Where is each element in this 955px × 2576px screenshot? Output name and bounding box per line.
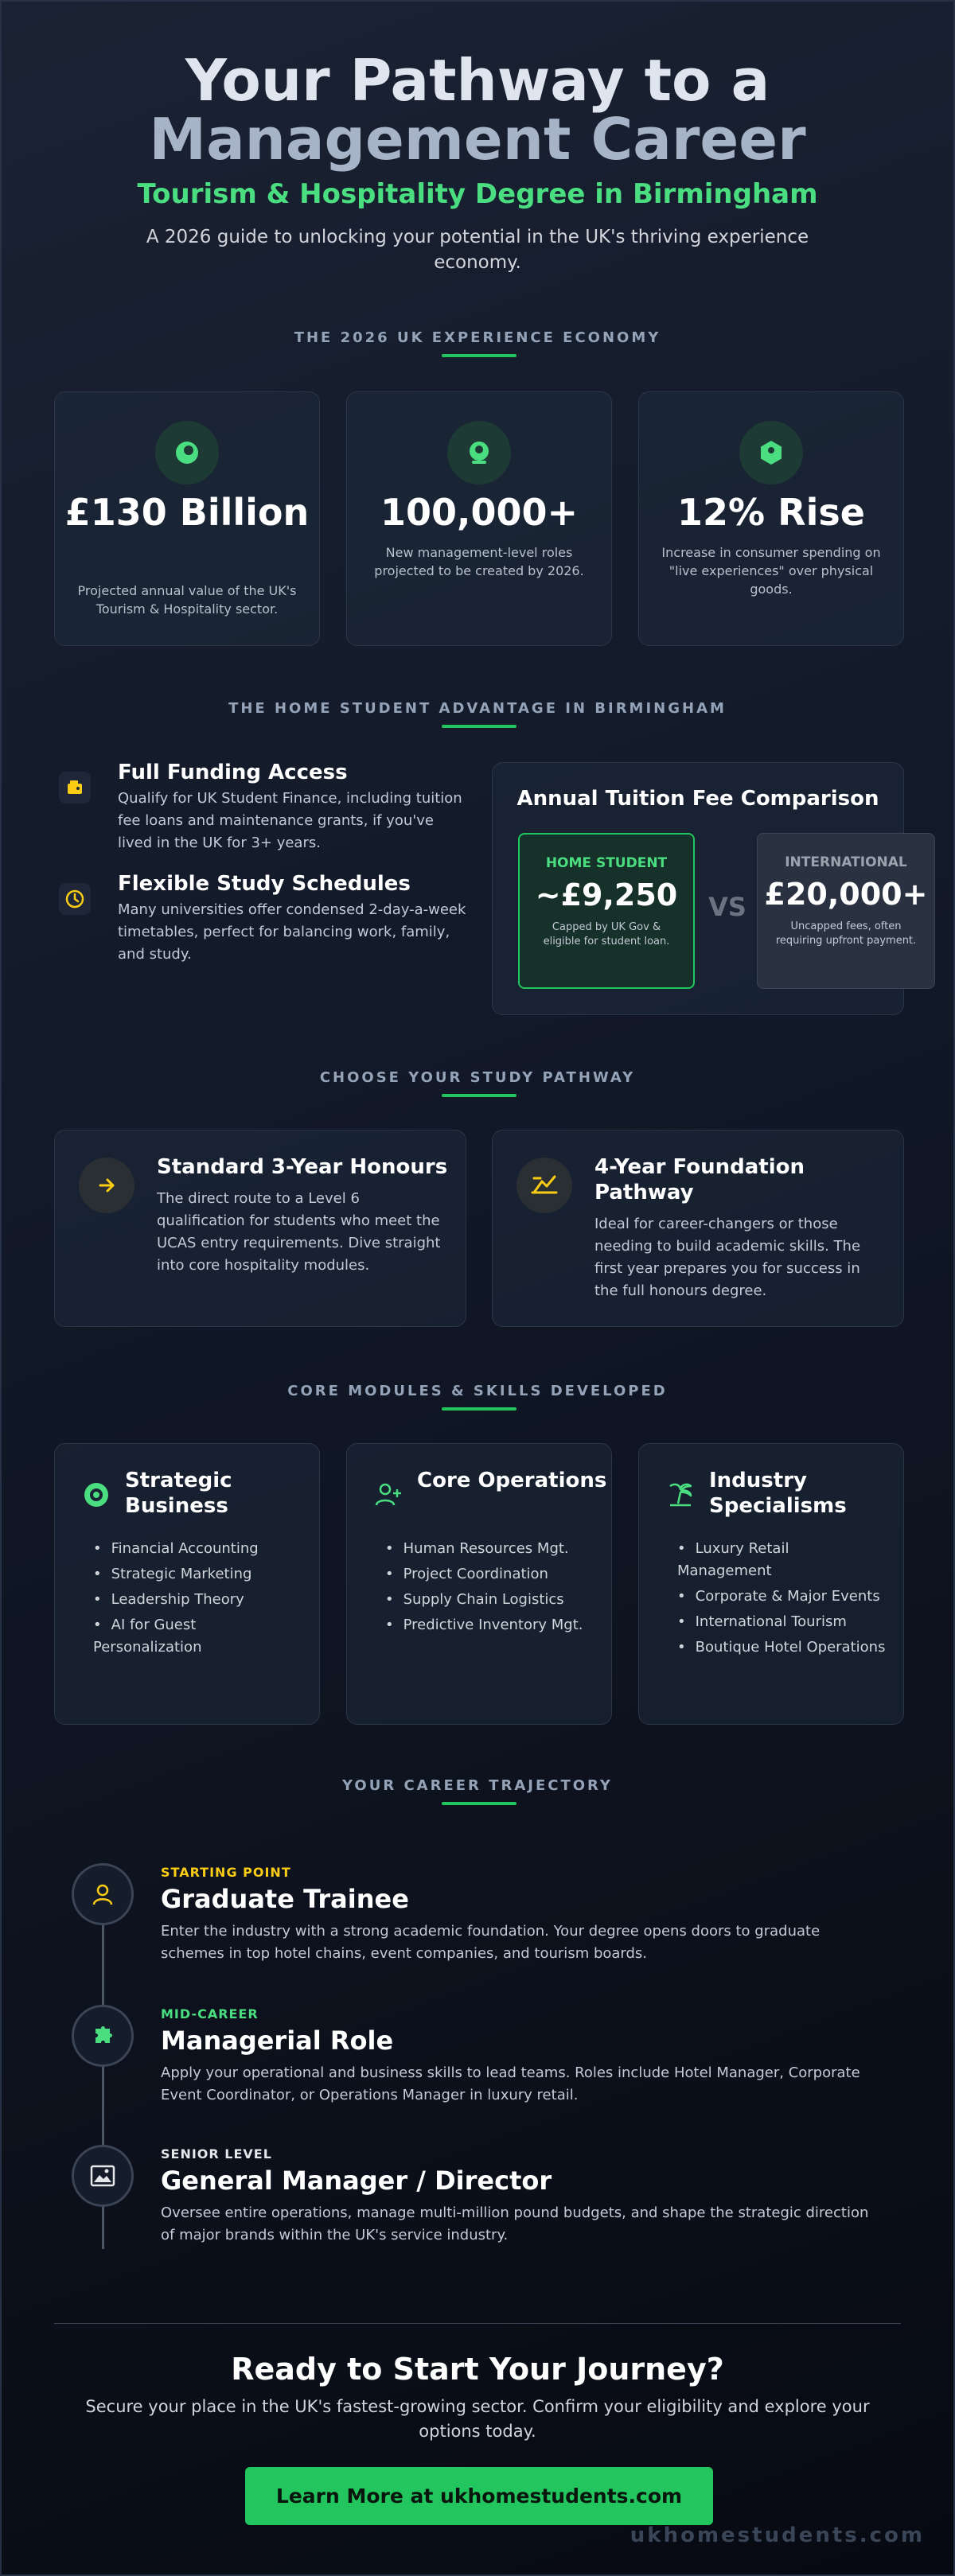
module-card [346,1443,612,1725]
economy-section-title: THE 2026 UK EXPERIENCE ECONOMY [294,329,661,346]
user-plus-icon [372,1479,404,1511]
module-item: • Project Coordination [385,1563,595,1586]
module-item: • International Tourism [677,1611,887,1633]
user-icon [72,1863,134,1925]
puzzle-icon [72,2005,134,2067]
person-badge-icon [447,421,511,484]
section-rule [442,725,516,728]
module-item: • Leadership Theory [93,1589,303,1611]
stat-value: 12% Rise [677,491,865,534]
hero-subtitle: Tourism & Hospitality Degree in Birmingham [137,178,818,210]
stat-card [346,391,612,646]
career-description: Oversee entire operations, manage multi-million pound budgets, and shape the strategic direction of major brands within the UK's service industry. [161,2204,869,2243]
career-title: General Manager / Director [161,2165,552,2196]
palm-tree-icon [665,1479,696,1511]
cta-title: Ready to Start Your Journey? [231,2352,724,2387]
module-card [638,1443,904,1725]
stat-card [54,391,320,646]
section-rule [442,1094,516,1097]
career-section-title: YOUR CAREER TRAJECTORY [342,1777,613,1794]
arrow-right-icon [79,1158,134,1213]
pathway-title: 4-Year Foundation Pathway [594,1155,805,1204]
pathway-card [492,1130,904,1327]
hero-description: A 2026 guide to unlocking your potential in the UK's thriving experience economy. [146,227,809,273]
section-rule [442,1802,516,1805]
stat-value: 100,000+ [380,491,579,534]
career-level: STARTING POINT [161,1865,291,1880]
module-title: Core Operations [417,1469,607,1492]
fee-comparison-card [492,762,928,1015]
module-item: • Strategic Marketing [93,1563,303,1586]
stat-description: Projected annual value of the UK's Tourism & Hospitality sector. [77,583,297,617]
advantage-section-title: THE HOME STUDENT ADVANTAGE IN BIRMINGHAM [228,700,727,717]
career-description: Enter the industry with a strong academic foundation. Your degree opens doors to graduate schemes in top hotel chains, event companies, and tourism boards. [161,1923,821,1962]
advantage-title: Flexible Study Schedules [118,872,411,896]
stat-value: £130 Billion [64,491,310,534]
pathway-title: Standard 3-Year Honours [157,1155,448,1179]
career-title: Graduate Trainee [161,1884,409,1914]
clock-icon [59,883,91,915]
module-item: • Boutique Hotel Operations [677,1636,887,1659]
career-level: MID-CAREER [161,2006,259,2021]
module-title: Industry Specialisms [709,1469,847,1518]
coin-icon [155,421,219,484]
advantage-title: Full Funding Access [118,761,348,784]
fee-label: INTERNATIONAL [785,854,907,870]
stat-description: Increase in consumer spending on "live experiences" over physical goods. [661,545,881,597]
module-item: • Predictive Inventory Mgt. [385,1614,595,1636]
pathway-description: Ideal for career-changers or those needing to build academic skills. The first year prepares you for success in the full honours degree. [594,1216,861,1299]
fee-label: HOME STUDENT [545,855,668,871]
modules-section-title: CORE MODULES & SKILLS DEVELOPED [287,1383,668,1399]
career-description: Apply your operational and business skills to lead teams. Roles include Hotel Manager, Corporate Event Coordinator, or Operations Manager in luxury retail. [161,2064,860,2103]
career-title: Managerial Role [161,2025,394,2056]
advantage-description: Qualify for UK Student Finance, including tuition fee loans and maintenance grants, if you've lived in the UK for 3+ years. [118,790,462,851]
module-item: • Corporate & Major Events [677,1586,887,1608]
advantage-description: Many universities offer condensed 2-day-a-week timetables, perfect for balancing work, family, and study. [118,901,466,963]
module-list [93,1538,303,1662]
pathway-description: The direct route to a Level 6 qualification for students who meet the UCAS entry requirements. Dive straight into core hospitality modules. [157,1190,441,1274]
fee-note: Uncapped fees, often requiring upfront payment. [775,920,917,947]
footer-brand: ukhomestudents.com [630,2523,925,2547]
module-list [677,1538,887,1662]
picture-frame-icon [72,2145,134,2207]
hero-title [2,47,953,173]
module-item: • Human Resources Mgt. [385,1538,595,1560]
international-fee-box [757,833,935,989]
module-item: • Supply Chain Logistics [385,1589,595,1611]
divider [54,2323,901,2324]
wallet-icon [59,772,91,804]
module-list [385,1538,595,1640]
section-rule [442,354,516,357]
target-icon [80,1479,112,1511]
cta-description: Secure your place in the UK's fastest-growing sector. Confirm your eligibility and explore your options today. [85,2397,870,2441]
hero-title-line2: Management Career [149,106,806,173]
pathway-section-title: CHOOSE YOUR STUDY PATHWAY [319,1069,636,1086]
pathway-card [54,1130,466,1327]
home-fee-box [518,833,695,989]
section-rule [442,1407,516,1411]
ladder-icon [516,1158,572,1213]
hero-title-line1: Your Pathway to a [185,47,770,114]
module-item: • Financial Accounting [93,1538,303,1560]
module-item: • Luxury Retail Management [677,1538,887,1582]
module-title: Strategic Business [125,1469,232,1518]
learn-more-button[interactable]: Learn More at ukhomestudents.com [245,2467,713,2525]
fee-comparison-title: Annual Tuition Fee Comparison [516,787,879,811]
stat-card [638,391,904,646]
fee-note: Capped by UK Gov & eligible for student loan. [543,921,670,948]
fee-amount: £20,000+ [764,877,928,912]
module-card [54,1443,320,1725]
hexagon-icon [739,421,803,484]
fee-amount: ~£9,250 [535,877,678,912]
vs-label: VS [708,892,746,922]
career-level: SENIOR LEVEL [161,2146,272,2162]
module-item: • AI for Guest Personalization [93,1614,303,1659]
stat-description: New management-level roles projected to be created by 2026. [374,545,584,578]
